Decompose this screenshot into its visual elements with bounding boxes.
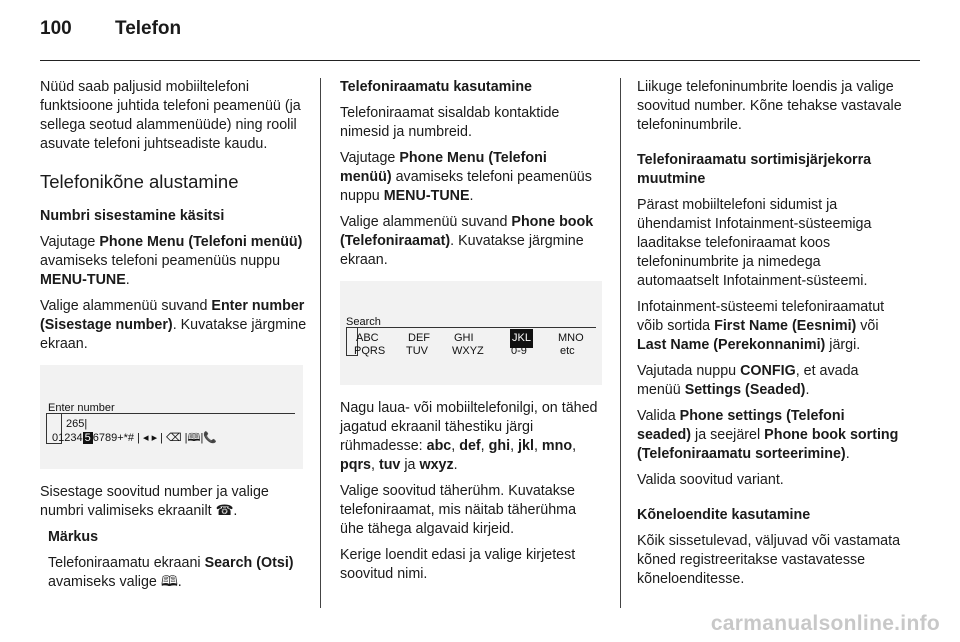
header-rule	[40, 60, 920, 61]
screen-line	[346, 327, 596, 328]
note-title: Märkus	[48, 529, 99, 545]
paragraph: Sisestage soovitud number ja valige numbri valimiseks ekraanilt ☎.	[40, 484, 269, 519]
enter-number-screen	[40, 365, 303, 469]
letter-group-key: MNO	[558, 332, 584, 344]
paragraph: Valige alammenüü suvand Phone book (Telefoniraamat). Kuvatakse järgmine ekraan.	[340, 214, 594, 268]
page-header	[40, 18, 181, 40]
paragraph: Telefoniraamat sisaldab kontaktide nimesid ja numbreid.	[340, 105, 560, 140]
paragraph: Valige soovitud täherühm. Kuvatakse telefoniraamat, mis näitab täherühma ühe tähega algavaid kirjeid.	[340, 483, 577, 537]
letter-group-key: 0-9	[511, 345, 527, 357]
paragraph: Valida Phone settings (Telefoni seaded) ja seejärel Phone book sorting (Telefoniraamatu sorteerimine).	[637, 408, 899, 462]
paragraph: Kõik sissetulevad, väljuvad või vastamata kõned registreeritakse vastavatesse kõneloenditesse.	[637, 533, 901, 587]
paragraph: Vajutada nuppu CONFIG, et avada menüü Settings (Seaded).	[637, 363, 859, 398]
subheading: Telefoniraamatu sortimisjärjekorra muutmine	[637, 152, 872, 187]
paragraph: Nagu laua- või mobiiltelefonilgi, on tähed jagatud ekraanil tähestiku järgi rühmadesse: abc, def, ghi, jkl, mno, pqrs, tuv ja wxyz.	[340, 400, 598, 473]
note-text: Telefoniraamatu ekraani Search (Otsi) avamiseks valige 🕮.	[48, 555, 294, 590]
subheading: Telefoniraamatu kasutamine	[340, 79, 533, 95]
letter-group-key: ABC	[356, 332, 379, 344]
paragraph: Vajutage Phone Menu (Telefoni menüü) avamiseks telefoni peamenüüs nuppu MENU-TUNE.	[40, 234, 303, 288]
search-screen	[340, 281, 602, 385]
column-2	[340, 78, 602, 591]
letter-group-key-selected: JKL	[510, 329, 533, 348]
phone-icon: ☎	[215, 503, 234, 519]
number-display: 265|	[66, 418, 88, 430]
phonebook-icon: 🕮	[160, 574, 178, 590]
paragraph: Pärast mobiiltelefoni sidumist ja ühendamist Infotainment-süsteemiga laaditakse telefoniraamat koos telefoninumbrite ja nimedega automaatselt Infotainment-süsteemi.	[637, 197, 872, 289]
subheading: Kõneloendite kasutamine	[637, 507, 811, 523]
paragraph: Liikuge telefoninumbrite loendis ja valige soovitud number. Kõne tehakse vastavale telefoninumbrile.	[637, 79, 902, 133]
note-box	[40, 528, 308, 592]
screen-title: Enter number	[48, 402, 115, 414]
letter-group-key: DEF	[408, 332, 430, 344]
paragraph: Infotainment-süsteemi telefoniraamatut võib sortida First Name (Eesnimi) või Last Name (Perekonnanimi) järgi.	[637, 299, 885, 353]
paragraph: Vajutage Phone Menu (Telefoni menüü) avamiseks telefoni peamenüüs nuppu MENU-TUNE.	[340, 150, 592, 204]
column-divider	[320, 78, 321, 608]
screen-title: Search	[346, 316, 381, 328]
chapter-title: Telefon	[115, 18, 182, 39]
letter-group-key: TUV	[406, 345, 428, 357]
paragraph: Valida soovitud variant.	[637, 472, 784, 488]
section-heading: Telefonikõne alustamine	[40, 171, 239, 192]
letter-group-key: WXYZ	[452, 345, 484, 357]
watermark: carmanualsonline.info	[710, 612, 940, 635]
paragraph: Valige alammenüü suvand Enter number (Sisestage number). Kuvatakse järgmine ekraan.	[40, 298, 307, 352]
phone-icon: 📞	[203, 432, 218, 444]
phonebook-icon: 🕮	[187, 432, 201, 444]
letter-group-key: GHI	[454, 332, 474, 344]
column-3	[637, 78, 902, 596]
letter-group-key: PQRS	[354, 345, 386, 357]
column-divider	[620, 78, 621, 608]
page-number: 100	[40, 18, 72, 39]
intro-paragraph: Nüüd saab paljusid mobiiltelefoni funktsioone juhtida telefoni peamenüü (ja sellega seotud alammenüüde) ning roolil asuvate telefoni juhtseadiste kaudu.	[40, 79, 301, 152]
subheading: Numbri sisestamine käsitsi	[40, 208, 225, 224]
paragraph: Kerige loendit edasi ja valige kirjetest soovitud nimi.	[340, 547, 576, 582]
letter-group-key: etc	[560, 345, 575, 357]
column-1	[40, 78, 308, 599]
digit-keyboard: 01234 5 6789+*# | ◂ ▸ | ⌫ |🕮|📞	[52, 432, 218, 444]
screen-line	[46, 413, 295, 414]
